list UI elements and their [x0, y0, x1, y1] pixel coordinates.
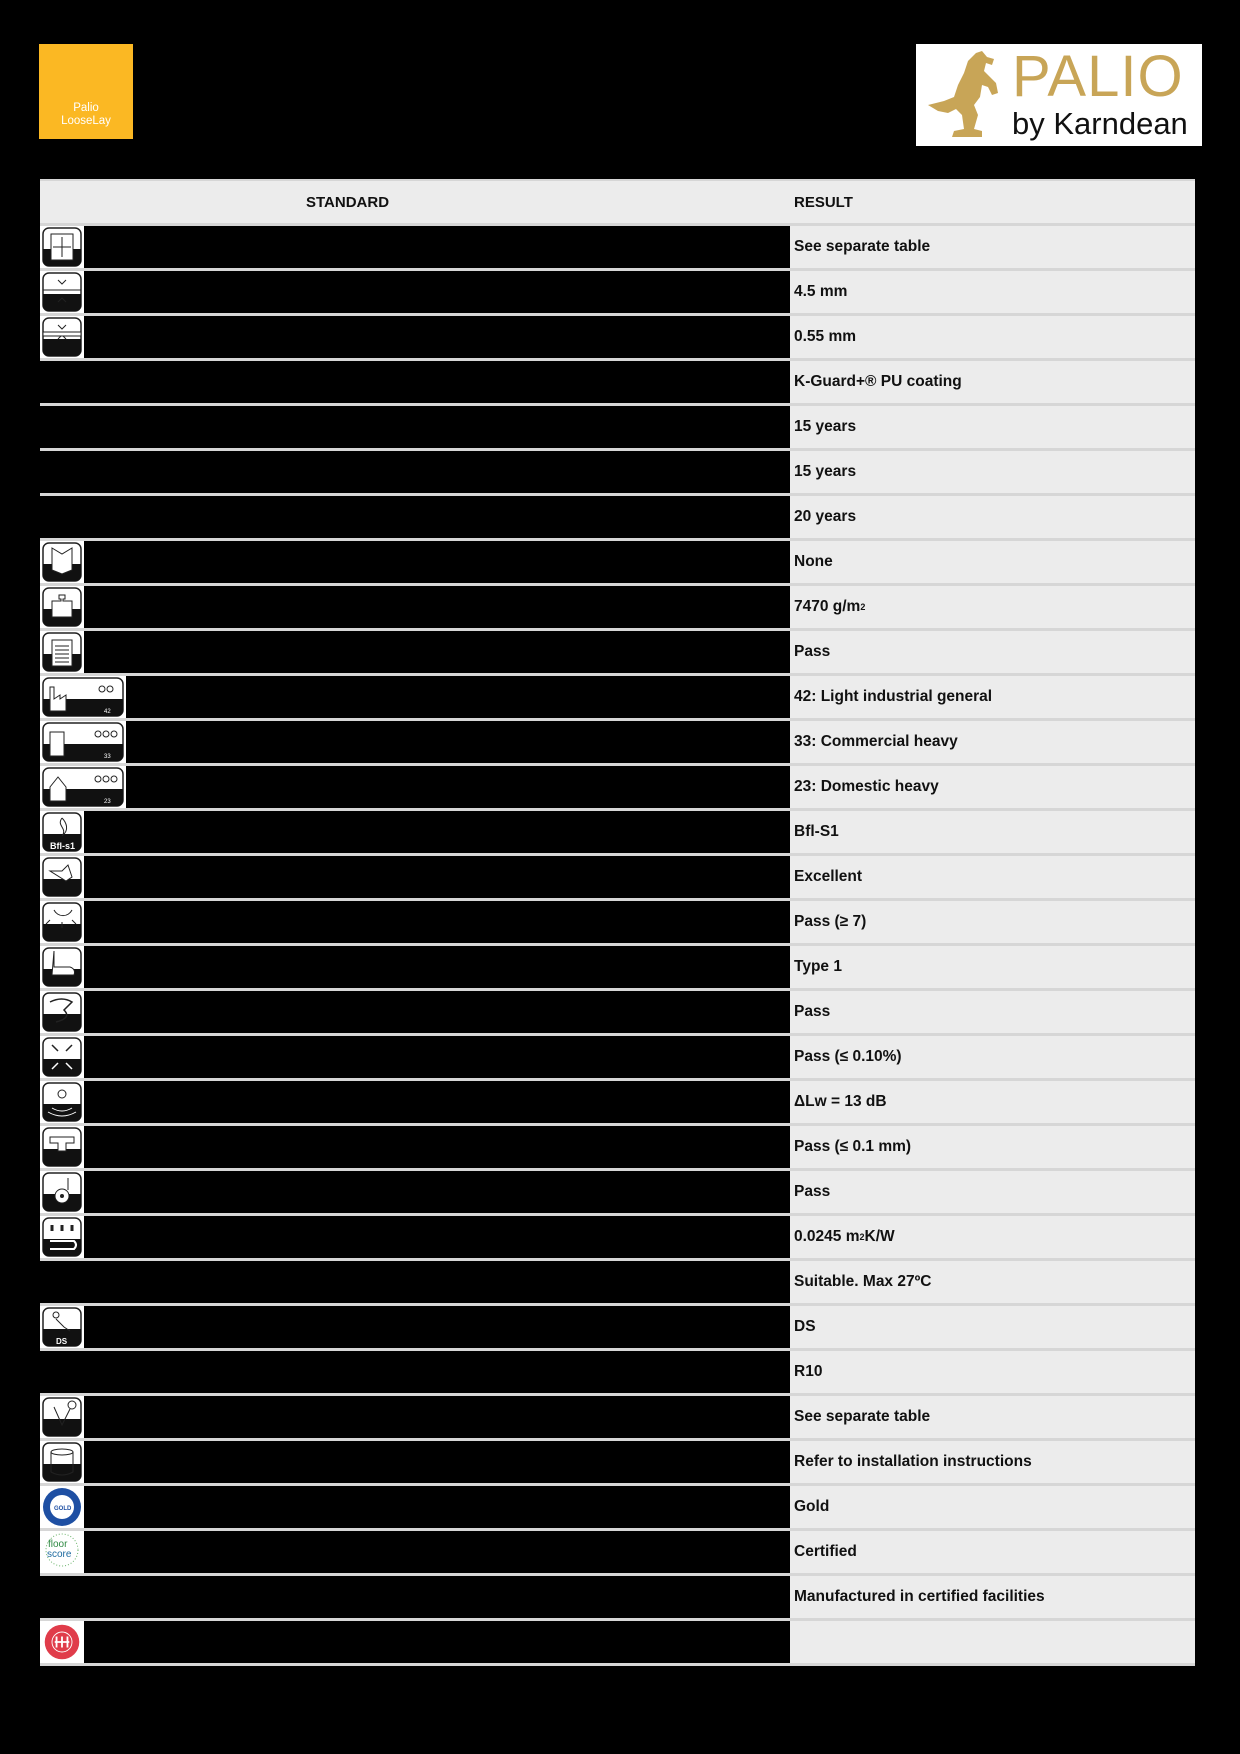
result-cell: [790, 946, 1195, 988]
standard-cell: [40, 586, 790, 628]
result-suffix: K/W: [864, 1228, 895, 1245]
table-row: [40, 946, 1195, 991]
standard-cell: [40, 676, 790, 718]
svg-text:Bfl-s1: Bfl-s1: [50, 841, 76, 851]
standard-cell: [40, 1261, 790, 1303]
standard-cell: [40, 1081, 790, 1123]
chemical-spill-icon: [40, 856, 84, 898]
table-row: [40, 226, 1195, 271]
result-value: Bfl-S1: [794, 823, 839, 840]
result-cell: [790, 901, 1195, 943]
svg-text:23: 23: [104, 799, 111, 805]
header-standard: [40, 181, 790, 223]
result-value: ΔLw = 13 dB: [794, 1093, 887, 1110]
result-cell: [790, 406, 1195, 448]
table-row: [40, 1261, 1195, 1306]
table-row: [40, 991, 1195, 1036]
table-row: [40, 1396, 1195, 1441]
header-result-label: RESULT: [794, 193, 853, 211]
table-row: [40, 901, 1195, 946]
result-value: Pass (≤ 0.1 mm): [794, 1138, 912, 1155]
standard-cell: [40, 406, 790, 448]
standard-cell: [40, 946, 790, 988]
standard-cell: [40, 1576, 790, 1618]
solar-reflectance-icon: [40, 1396, 84, 1438]
result-cell: [790, 1351, 1195, 1393]
castor-chair-icon: [40, 946, 84, 988]
result-value: 20 years: [794, 508, 857, 525]
logo-wordmark: PALIO: [1012, 44, 1184, 109]
result-value: 7470 g/m: [794, 598, 861, 615]
logo-byline: by Karndean: [1012, 106, 1188, 141]
slip-ds-icon: [40, 1306, 84, 1348]
impact-sound-icon: [40, 1081, 84, 1123]
table-row: [40, 811, 1195, 856]
standard-cell: [40, 1306, 790, 1348]
table-row: [40, 406, 1195, 451]
svg-text:42: 42: [104, 709, 111, 715]
palio-karndean-logo: [916, 44, 1202, 146]
standard-cell: [40, 451, 790, 493]
dimensions-icon: [40, 226, 84, 268]
book-icon: [40, 541, 84, 583]
result-cell: 0.0245 m 2 K/W: [790, 1216, 1195, 1258]
standard-cell: [40, 541, 790, 583]
standard-cell: [40, 901, 790, 943]
table-row: [40, 1486, 1195, 1531]
floorscore-badge: [40, 1531, 84, 1573]
table-row: [40, 541, 1195, 586]
residual-indentation-icon: [40, 1126, 84, 1168]
result-cell: [790, 271, 1195, 313]
result-cell: [790, 811, 1195, 853]
table-row: [40, 586, 1195, 631]
result-cell: [790, 766, 1195, 808]
result-cell: [790, 496, 1195, 538]
result-value: Pass: [794, 1183, 831, 1200]
result-value: K-Guard+® PU coating: [794, 373, 962, 390]
table-row: [40, 1306, 1195, 1351]
standard-cell: [40, 1441, 790, 1483]
domestic-class-23-icon: [40, 766, 126, 808]
result-cell: [790, 1126, 1195, 1168]
result-value: 0.55 mm: [794, 328, 857, 345]
table-row: [40, 361, 1195, 406]
overall-thickness-icon: [40, 271, 84, 313]
fire-bfl-s1-icon: [40, 811, 84, 853]
result-cell: [790, 676, 1195, 718]
table-row: [40, 1126, 1195, 1171]
standard-cell: [40, 1396, 790, 1438]
table-row: [40, 496, 1195, 541]
result-value: Pass (≥ 7): [794, 913, 867, 930]
result-value: Pass: [794, 643, 831, 660]
table-row: [40, 1036, 1195, 1081]
standard-cell: [40, 721, 790, 763]
standard-cell: [40, 1216, 790, 1258]
indoor-air-comfort-gold-badge: [40, 1486, 84, 1528]
result-cell: [790, 226, 1195, 268]
standard-cell: [40, 631, 790, 673]
table-row: [40, 1171, 1195, 1216]
result-cell: [790, 856, 1195, 898]
brand-tile: [39, 44, 133, 139]
table-row: [40, 721, 1195, 766]
result-cell: [790, 1486, 1195, 1528]
castor-wheel-icon: [40, 1171, 84, 1213]
riba-cpd-badge: [40, 1621, 84, 1663]
table-row: [40, 316, 1195, 361]
result-cell: [790, 721, 1195, 763]
wear-layer-thickness-icon: [40, 316, 84, 358]
result-cell: [790, 1576, 1195, 1618]
result-value: See separate table: [794, 1408, 931, 1425]
svg-text:score: score: [47, 1549, 72, 1560]
standard-cell: [40, 496, 790, 538]
table-header: [40, 179, 1195, 226]
standard-cell: [40, 271, 790, 313]
table-row: [40, 1531, 1195, 1576]
result-value: R10: [794, 1363, 823, 1380]
brand-tile-line1: Palio: [73, 102, 99, 114]
table-row: [40, 1081, 1195, 1126]
result-value: Type 1: [794, 958, 842, 975]
result-cell: [790, 991, 1195, 1033]
standard-cell: [40, 1351, 790, 1393]
result-value: Pass (≤ 0.10%): [794, 1048, 902, 1065]
svg-text:floor: floor: [48, 1539, 68, 1550]
standard-cell: [40, 361, 790, 403]
result-cell: [790, 1081, 1195, 1123]
standard-cell: [40, 766, 790, 808]
result-cell: [790, 316, 1195, 358]
weight-icon: [40, 586, 84, 628]
result-value: Excellent: [794, 868, 863, 885]
result-cell: 7470 g/m 2: [790, 586, 1195, 628]
result-value: 4.5 mm: [794, 283, 848, 300]
table-row: [40, 1441, 1195, 1486]
industrial-class-42-icon: [40, 676, 126, 718]
result-value: 15 years: [794, 463, 857, 480]
result-cell: [790, 1261, 1195, 1303]
standard-cell: [40, 226, 790, 268]
bucket-icon: [40, 1441, 84, 1483]
flexibility-icon: [40, 991, 84, 1033]
result-cell: [790, 1396, 1195, 1438]
standard-cell: [40, 856, 790, 898]
result-value: Manufactured in certified facilities: [794, 1588, 1045, 1605]
clipboard-icon: [40, 631, 84, 673]
result-cell: [790, 631, 1195, 673]
standard-cell: [40, 991, 790, 1033]
standard-cell: [40, 811, 790, 853]
table-row: [40, 1351, 1195, 1396]
result-value: 0.0245 m: [794, 1228, 860, 1245]
result-cell: [790, 361, 1195, 403]
result-value: None: [794, 553, 833, 570]
header-standard-label: STANDARD: [306, 193, 390, 211]
svg-text:GOLD: GOLD: [54, 1506, 72, 1512]
result-value: Refer to installation instructions: [794, 1453, 1032, 1470]
result-value: See separate table: [794, 238, 931, 255]
result-value: 33: Commercial heavy: [794, 733, 958, 750]
result-cell: [790, 541, 1195, 583]
result-cell: [790, 1306, 1195, 1348]
sun-light-fastness-icon: [40, 901, 84, 943]
table-row: [40, 1621, 1195, 1666]
table-row: [40, 631, 1195, 676]
result-value: 15 years: [794, 418, 857, 435]
table-row: [40, 676, 1195, 721]
result-cell: [790, 1531, 1195, 1573]
result-value: 23: Domestic heavy: [794, 778, 939, 795]
result-cell: [790, 1441, 1195, 1483]
dimensional-stability-icon: [40, 1036, 84, 1078]
table-row: [40, 271, 1195, 316]
underfloor-heating-icon: [40, 1216, 84, 1258]
result-value: Certified: [794, 1543, 857, 1560]
svg-text:33: 33: [104, 754, 111, 760]
result-cell: [790, 1621, 1195, 1663]
table-row: [40, 1216, 1195, 1261]
result-value: 42: Light industrial general: [794, 688, 993, 705]
svg-text:DS: DS: [56, 1337, 68, 1346]
standard-cell: [40, 1531, 790, 1573]
standard-cell: [40, 1621, 790, 1663]
brand-tile-line2: LooseLay: [61, 115, 111, 127]
standard-cell: [40, 1126, 790, 1168]
standard-cell: [40, 1171, 790, 1213]
standard-cell: [40, 1486, 790, 1528]
result-value: Suitable. Max 27ºC: [794, 1273, 932, 1290]
standard-cell: [40, 1036, 790, 1078]
rearing-horse-icon: [924, 49, 1010, 141]
spec-table: [40, 179, 1195, 1666]
result-value: DS: [794, 1318, 816, 1335]
table-row: [40, 1576, 1195, 1621]
result-value: Gold: [794, 1498, 830, 1515]
header-result: [790, 181, 1195, 223]
result-value: Pass: [794, 1003, 831, 1020]
standard-cell: [40, 316, 790, 358]
table-row: [40, 451, 1195, 496]
result-cell: [790, 1171, 1195, 1213]
commercial-class-33-icon: [40, 721, 126, 763]
table-row: [40, 766, 1195, 811]
result-cell: [790, 451, 1195, 493]
result-cell: [790, 1036, 1195, 1078]
table-row: [40, 856, 1195, 901]
